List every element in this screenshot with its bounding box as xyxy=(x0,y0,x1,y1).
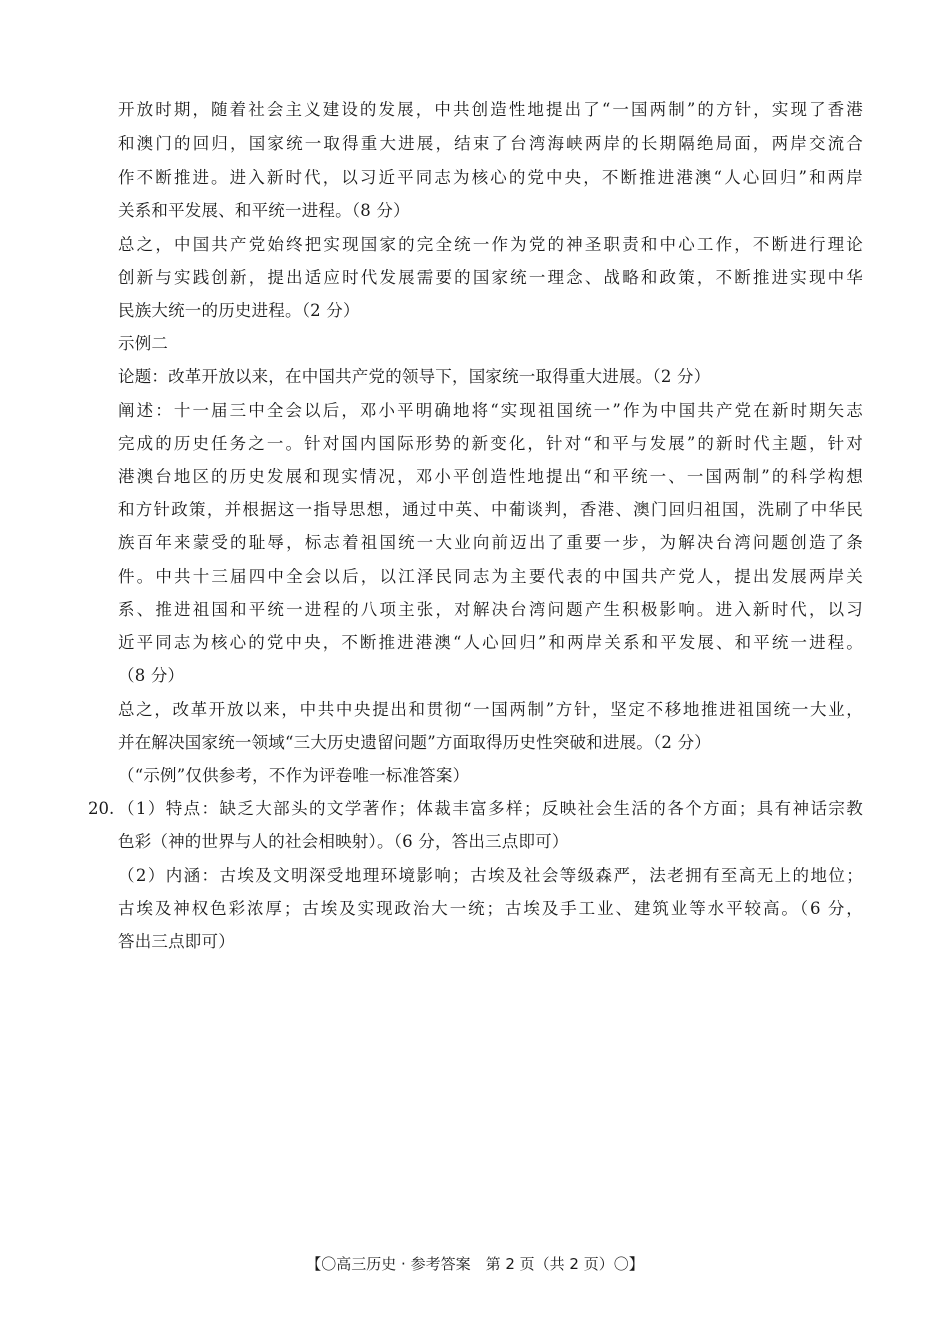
text-line: 论题：改革开放以来，在中国共产党的领导下，国家统一取得重大进展。（2 分） xyxy=(118,367,711,386)
text-line: 总之，中国共产党始终把实现国家的完全统一作为党的神圣职责和中心工作，不断进行理论 xyxy=(118,235,863,254)
text-line: 开放时期，随着社会主义建设的发展，中共创造性地提出了“一国两制”的方针，实现了香港 xyxy=(118,100,863,119)
text-line: 总之，改革开放以来，中共中央提出和贯彻“一国两制”方针，坚定不移地推进祖国统一大业， xyxy=(118,700,863,719)
text-line: 和方针政策，并根据这一指导思想，通过中英、中葡谈判，香港、澳门回归祖国，洗刷了中华民 xyxy=(118,500,863,519)
text-line: 创新与实践创新，提出适应时代发展需要的国家统一理念、战略和政策，不断推进实现中华 xyxy=(118,268,863,287)
text-line: 关系和平发展、和平统一进程。（8 分） xyxy=(118,201,410,220)
text-line: 民族大统一的历史进程。（2 分） xyxy=(118,301,360,320)
text-line: 完成的历史任务之一。针对国内国际形势的新变化，针对“和平与发展”的新时代主题，针对 xyxy=(118,434,863,453)
text-line: 阐述：十一届三中全会以后，邓小平明确地将“实现祖国统一”作为中国共产党在新时期矢志 xyxy=(118,401,863,420)
text-line: （8 分） xyxy=(118,666,185,685)
text-line: 色彩（神的世界与人的社会相映射）。（6 分，答出三点即可） xyxy=(118,832,569,851)
text-line: （1）特点：缺乏大部头的文学著作；体裁丰富多样；反映社会生活的各个方面；具有神话宗教 xyxy=(118,799,863,818)
text-line: 古埃及神权色彩浓厚；古埃及实现政治大一统；古埃及手工业、建筑业等水平较高。（6 分， xyxy=(118,899,863,918)
text-line: 族百年来蒙受的耻辱，标志着祖国统一大业向前迈出了重要一步，为解决台湾问题创造了条 xyxy=(118,533,863,552)
text-line: 作不断推进。进入新时代，以习近平同志为核心的党中央，不断推进港澳“人心回归”和两岸 xyxy=(118,168,863,187)
text-line: 港澳台地区的历史发展和现实情况，邓小平创造性地提出“和平统一、一国两制”的科学构想 xyxy=(118,467,863,486)
text-line: （2）内涵：古埃及文明深受地理环境影响；古埃及社会等级森严，法老拥有至高无上的地位； xyxy=(118,866,863,885)
note-line: （“示例”仅供参考，不作为评卷唯一标准答案） xyxy=(118,766,470,785)
section-heading: 示例二 xyxy=(118,334,169,353)
text-line: 近平同志为核心的党中央，不断推进港澳“人心回归”和两岸关系和平发展、和平统一进程。 xyxy=(118,633,863,652)
question-number: 20. xyxy=(88,799,115,818)
text-line: 并在解决国家统一领域“三大历史遗留问题”方面取得历史性突破和进展。（2 分） xyxy=(118,733,711,752)
page-footer: 【〇高三历史 · 参考答案 第 2 页（共 2 页）〇】 xyxy=(306,1255,644,1273)
text-line: 答出三点即可） xyxy=(118,932,235,951)
text-line: 系、推进祖国和平统一进程的八项主张，对解决台湾问题产生积极影响。进入新时代，以习 xyxy=(118,600,863,619)
text-line: 件。中共十三届四中全会以后，以江泽民同志为主要代表的中国共产党人，提出发展两岸关 xyxy=(118,567,863,586)
text-line: 和澳门的回归，国家统一取得重大进展，结束了台湾海峡两岸的长期隔绝局面，两岸交流合 xyxy=(118,134,863,153)
